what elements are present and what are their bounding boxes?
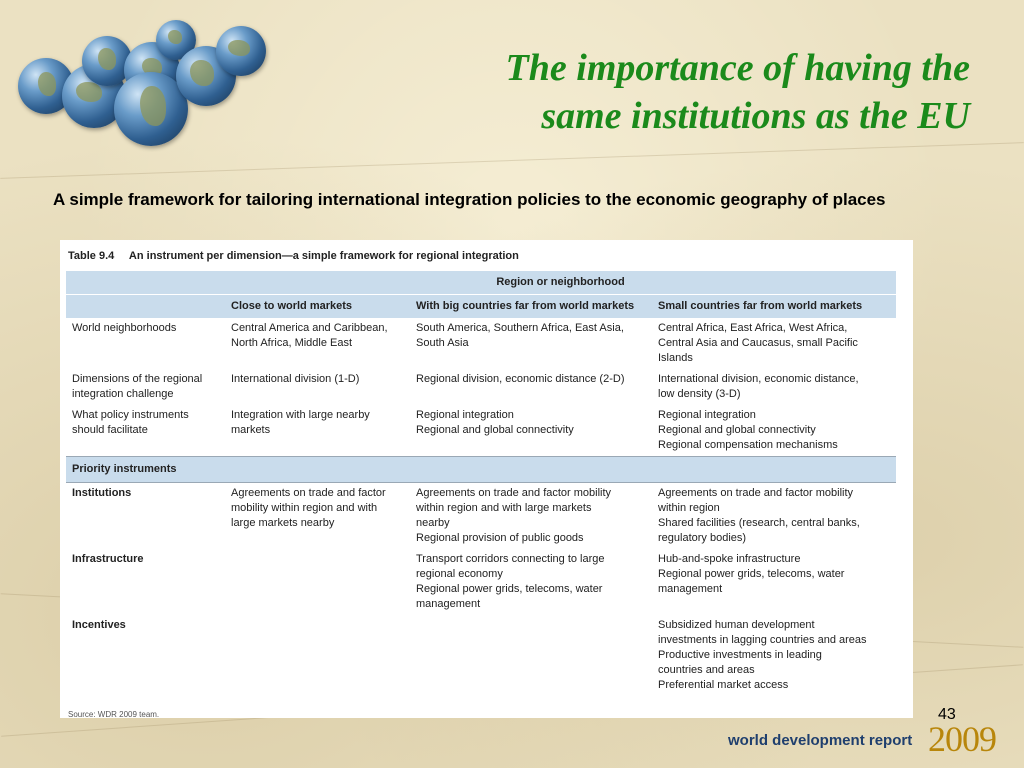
cell-line: nearby <box>416 517 450 529</box>
column-header: Close to world markets <box>231 300 353 312</box>
table-row <box>66 549 896 615</box>
table-column-header-row <box>66 295 896 319</box>
slide-title <box>370 44 970 140</box>
cell-line: Regional and global connectivity <box>658 424 816 436</box>
cell-line: Agreements on trade and factor mobility <box>658 487 854 499</box>
table-row <box>66 615 896 696</box>
slide-title-line-1: The importance of having the <box>505 47 970 89</box>
table-cell <box>225 369 410 405</box>
slide-subtitle: A simple framework for tailoring international integration policies to the economic geography of places <box>53 190 886 209</box>
cell-line: Regional and global connectivity <box>416 424 574 436</box>
table-cell <box>225 318 410 369</box>
cell-line: Transport corridors connecting to large <box>416 553 605 565</box>
framework-table <box>66 271 896 696</box>
table-cell <box>652 615 896 696</box>
table-cell <box>410 405 652 457</box>
cell-line: South America, Southern Africa, East Asia, <box>416 322 624 334</box>
instrument-rows <box>66 483 896 697</box>
cell-line: International division (1-D) <box>231 373 360 385</box>
cell-line: low density (3-D) <box>658 388 741 400</box>
table-cell <box>225 615 410 696</box>
section-header: Priority instruments <box>66 457 896 483</box>
table-cell <box>652 405 896 457</box>
table-cell <box>652 483 896 550</box>
cell-line: Regional provision of public goods <box>416 532 584 544</box>
table-caption-title: An instrument per dimension—a simple framework for regional integration <box>128 250 519 262</box>
cell-line: Regional power grids, telecoms, water <box>658 568 845 580</box>
table-row <box>66 369 896 405</box>
cell-line: Central Asia and Caucasus, small Pacific <box>658 337 858 349</box>
row-label <box>66 405 225 457</box>
row-label <box>66 549 225 615</box>
footer-brand: world development report <box>728 732 913 749</box>
table-cell <box>410 483 652 550</box>
group-header: Region or neighborhood <box>225 271 896 295</box>
cell-line: Regional power grids, telecoms, water <box>416 583 603 595</box>
row-label <box>66 615 225 696</box>
cell-line: Productive investments in leading <box>658 649 822 661</box>
cell-line: mobility within region and with <box>231 502 378 514</box>
slide-title-line-2: same institutions as the EU <box>541 95 970 137</box>
row-label <box>66 369 225 405</box>
cell-line: within region <box>658 502 720 514</box>
cell-line: Islands <box>658 352 693 364</box>
cell-line: Agreements on trade and factor <box>231 487 386 499</box>
cell-line: regional economy <box>416 568 503 580</box>
cell-line: Regional compensation mechanisms <box>658 439 838 451</box>
cell-line: large markets nearby <box>231 517 335 529</box>
table-corner-cell <box>66 271 225 295</box>
cell-line: markets <box>231 424 271 436</box>
table-cell <box>410 615 652 696</box>
cell-line: International division, economic distance, <box>658 373 859 385</box>
table-image <box>60 240 913 718</box>
cell-line: North Africa, Middle East <box>231 337 353 349</box>
table-cell <box>410 549 652 615</box>
table-number: Table 9.4 <box>68 250 115 262</box>
table-group-header-row <box>66 271 896 295</box>
cell-line: Preferential market access <box>658 679 789 691</box>
cell-line: Central America and Caribbean, <box>231 322 388 334</box>
row-label-line: Incentives <box>72 619 126 631</box>
table-row <box>66 405 896 457</box>
cell-line: Central Africa, East Africa, West Africa, <box>658 322 848 334</box>
row-label-line: Institutions <box>72 487 132 499</box>
table-cell <box>225 405 410 457</box>
table-cell <box>652 369 896 405</box>
table-cell <box>652 318 896 369</box>
row-label-line: World neighborhoods <box>72 322 177 334</box>
section-header-row <box>66 457 896 483</box>
cell-line: management <box>658 583 723 595</box>
cell-line: countries and areas <box>658 664 755 676</box>
globe-icon <box>216 26 266 76</box>
column-header: Small countries far from world markets <box>658 300 863 312</box>
row-label-line: integration challenge <box>72 388 174 400</box>
table-cell <box>225 549 410 615</box>
row-label <box>66 483 225 550</box>
page-number: 43 <box>938 706 956 723</box>
table-cell <box>410 369 652 405</box>
cell-line: within region and with large markets <box>416 502 592 514</box>
cell-line: Subsidized human development <box>658 619 815 631</box>
cell-line: regulatory bodies) <box>658 532 747 544</box>
table-cell <box>410 318 652 369</box>
cell-line: South Asia <box>416 337 469 349</box>
row-label-line: Dimensions of the regional <box>72 373 203 385</box>
row-label-line: What policy instruments <box>72 409 189 421</box>
row-label-line: should facilitate <box>72 424 148 436</box>
cell-line: management <box>416 598 481 610</box>
cell-line: Integration with large nearby <box>231 409 370 421</box>
row-label <box>66 318 225 369</box>
column-header: With big countries far from world markets <box>416 300 635 312</box>
cell-line: Hub-and-spoke infrastructure <box>658 553 801 565</box>
cell-line: Regional integration <box>658 409 756 421</box>
footer-year: 2009 <box>928 719 996 759</box>
cell-line: investments in lagging countries and areas <box>658 634 867 646</box>
dimension-rows <box>66 318 896 457</box>
row-label-line: Infrastructure <box>72 553 144 565</box>
cell-line: Regional division, economic distance (2-D) <box>416 373 625 385</box>
cell-line: Regional integration <box>416 409 514 421</box>
source-note: Source: WDR 2009 team. <box>68 710 160 718</box>
cell-line: Shared facilities (research, central banks, <box>658 517 860 529</box>
table-caption <box>68 250 519 262</box>
table-row <box>66 318 896 369</box>
table-cell <box>225 483 410 550</box>
table-row <box>66 483 896 550</box>
cell-line: Agreements on trade and factor mobility <box>416 487 612 499</box>
table-corner-cell <box>66 295 225 319</box>
table-cell <box>652 549 896 615</box>
globes-logo <box>10 14 280 149</box>
